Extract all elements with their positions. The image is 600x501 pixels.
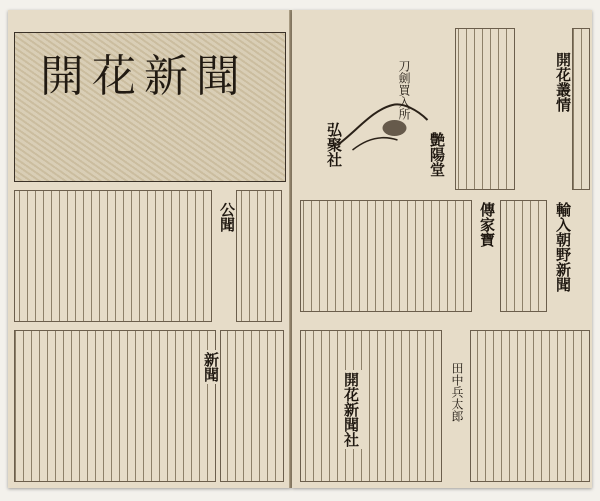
article-columns-bottom	[14, 330, 216, 482]
publisher-name: 開花新聞社	[340, 370, 363, 449]
ad-column-2	[572, 28, 590, 190]
sword-ad-heading: 刀劍買入所	[395, 58, 414, 122]
article-columns-right-top	[300, 200, 472, 312]
article-columns-right-bottom	[300, 330, 442, 482]
heading-kaika: 開花叢情	[552, 50, 575, 114]
section-heading-news: 新聞	[200, 350, 223, 384]
heading-asano: 輸入朝野新聞	[552, 200, 575, 294]
ad-column-3	[500, 200, 547, 312]
article-columns-news	[220, 330, 284, 482]
heading-denka: 傳家寶	[476, 200, 499, 249]
article-columns-notice	[236, 190, 282, 322]
ad-column-1	[455, 28, 515, 190]
masthead-title: 開花新聞	[40, 51, 248, 102]
woodblock-illustration	[330, 90, 435, 160]
section-heading-public: 公聞	[216, 200, 239, 234]
ad-column-4	[470, 330, 590, 482]
ad-name-heading: 弘聚社	[323, 120, 346, 169]
shop-name-heading: 艶陽堂	[426, 130, 449, 179]
article-columns-top	[14, 190, 212, 322]
seller-name: 田中兵太郎	[448, 360, 467, 424]
